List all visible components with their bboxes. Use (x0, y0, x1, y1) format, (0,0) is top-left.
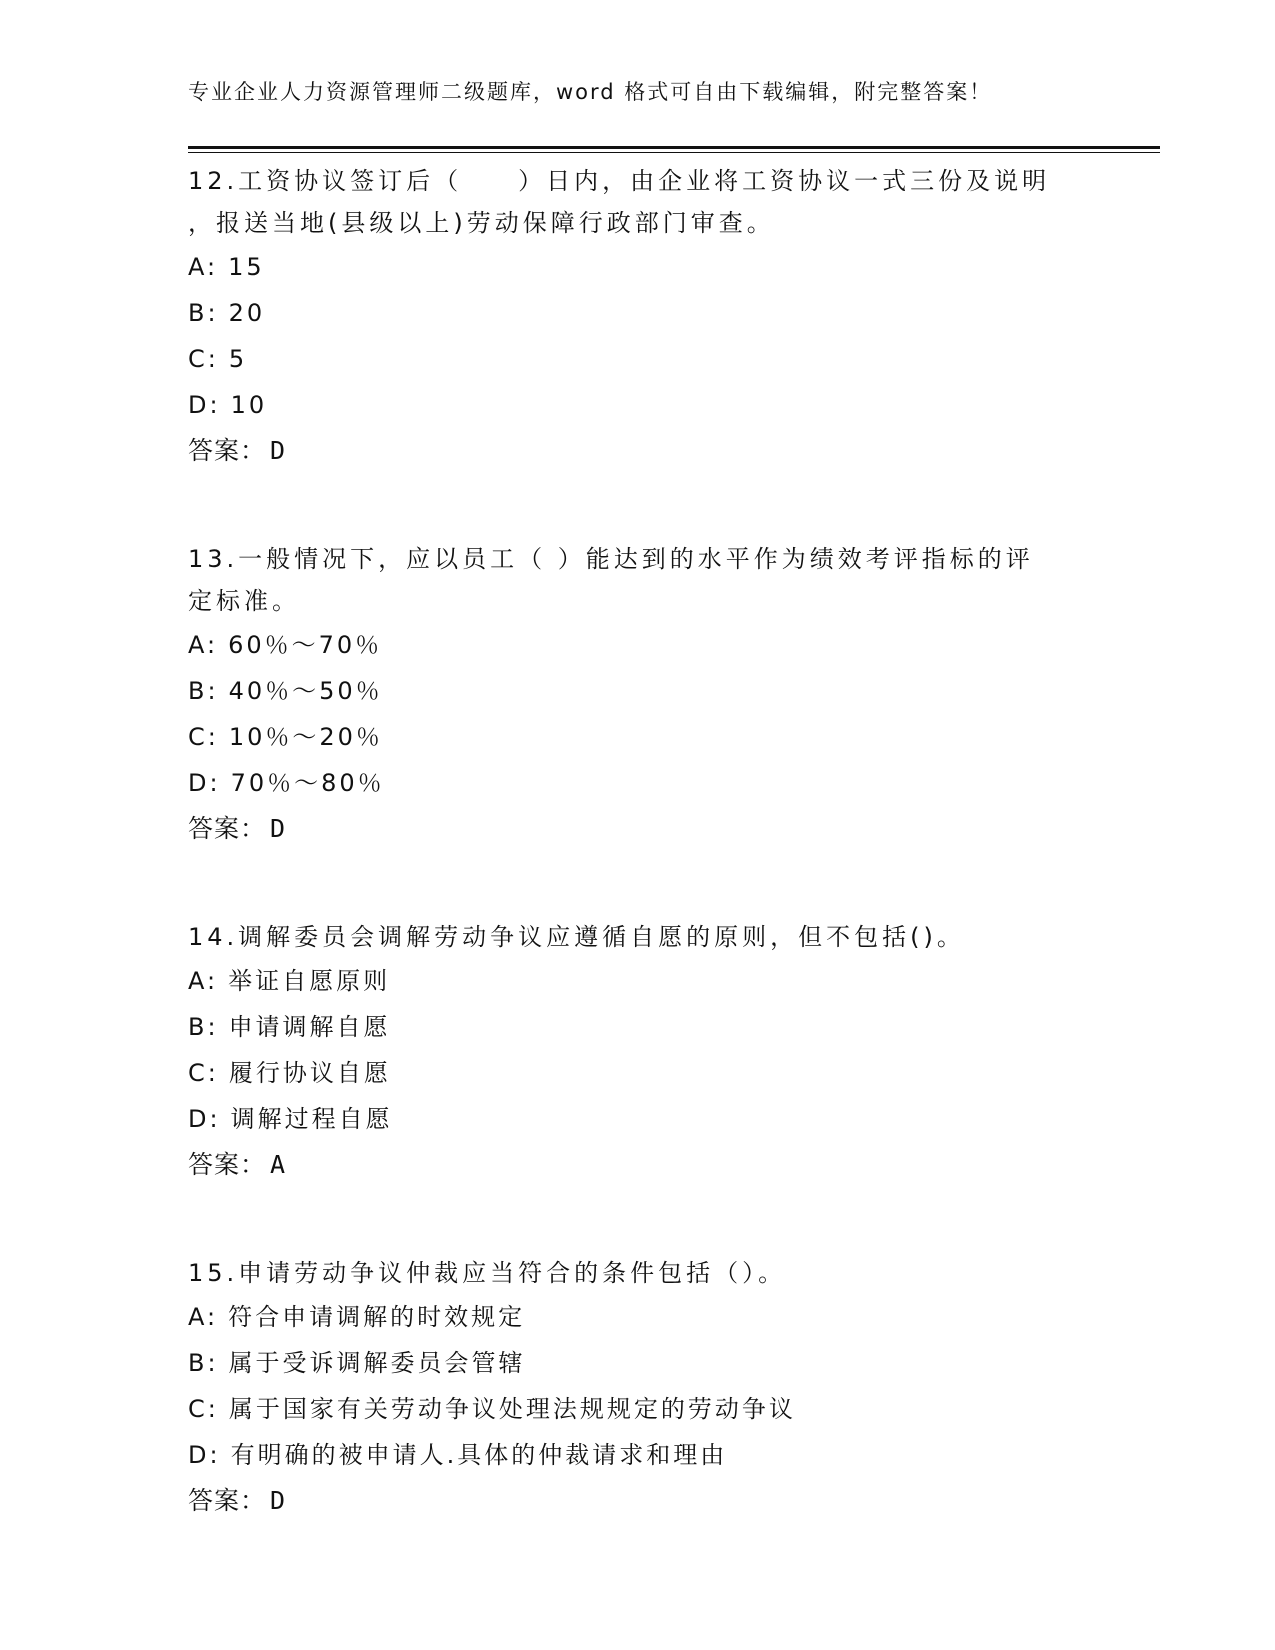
option-text: 10 (230, 391, 268, 419)
option-a (188, 1294, 1088, 1340)
option-label: B: (188, 677, 219, 705)
option-label: C: (188, 1395, 219, 1423)
option-text: 40％～50％ (228, 677, 383, 705)
option-label: A: (188, 1303, 219, 1331)
option-label: C: (188, 1059, 219, 1087)
option-text: 60％～70％ (228, 631, 383, 659)
header-rule-thick (188, 146, 1160, 149)
question-stem-line: 13.一般情况下，应以员工（ ）能达到的水平作为绩效考评指标的评 (188, 545, 1034, 573)
question-15 (188, 1252, 1088, 1524)
option-b (188, 1004, 1088, 1050)
option-text: 申请调解自愿 (228, 1013, 391, 1041)
option-text: 5 (228, 345, 248, 373)
option-label: D: (188, 1105, 221, 1133)
option-text: 20 (228, 299, 266, 327)
option-text: 举证自愿原则 (228, 967, 391, 995)
page-header: 专业企业人力资源管理师二级题库，word 格式可自由下载编辑，附完整答案！ (188, 80, 993, 104)
answer-line (188, 1478, 1088, 1524)
option-c (188, 1386, 1088, 1432)
answer-label: 答案： (188, 1486, 267, 1515)
answer-value: D (270, 1486, 286, 1515)
option-d (188, 760, 1088, 806)
option-d (188, 382, 1088, 428)
option-text: 履行协议自愿 (228, 1059, 391, 1087)
question-12 (188, 160, 1088, 474)
option-label: D: (188, 391, 221, 419)
option-c (188, 1050, 1088, 1096)
option-label: A: (188, 631, 219, 659)
question-stem-line: 定标准。 (188, 587, 300, 615)
option-text: 属于国家有关劳动争议处理法规规定的劳动争议 (228, 1395, 796, 1423)
option-a (188, 244, 1088, 290)
option-b (188, 668, 1088, 714)
answer-line (188, 1142, 1088, 1188)
option-a (188, 622, 1088, 668)
option-text: 15 (228, 253, 265, 281)
option-label: C: (188, 345, 219, 373)
option-text: 70％～80％ (230, 769, 385, 797)
question-13 (188, 538, 1088, 852)
question-stem-line: 12.工资协议签订后（ ）日内，由企业将工资协议一式三份及说明 (188, 167, 1051, 195)
option-label: B: (188, 299, 219, 327)
answer-label: 答案： (188, 814, 267, 843)
option-label: C: (188, 723, 219, 751)
question-list (188, 160, 1088, 1524)
answer-line (188, 428, 1088, 474)
option-text: 10％～20％ (228, 723, 383, 751)
option-text: 调解过程自愿 (230, 1105, 393, 1133)
question-gap (188, 1188, 1088, 1252)
option-b (188, 1340, 1088, 1386)
option-label: A: (188, 967, 219, 995)
question-stem-line: 14.调解委员会调解劳动争议应遵循自愿的原则，但不包括()。 (188, 923, 965, 951)
answer-label: 答案： (188, 1150, 267, 1179)
option-a (188, 958, 1088, 1004)
option-label: A: (188, 253, 219, 281)
question-stem-line: 15.申请劳动争议仲裁应当符合的条件包括（）。 (188, 1259, 787, 1287)
option-b (188, 290, 1088, 336)
option-text: 属于受诉调解委员会管辖 (228, 1349, 526, 1377)
option-label: D: (188, 1441, 221, 1469)
question-gap (188, 852, 1088, 916)
question-14 (188, 916, 1088, 1188)
answer-label: 答案： (188, 436, 267, 465)
answer-value: D (270, 436, 286, 465)
option-label: B: (188, 1013, 219, 1041)
answer-line (188, 806, 1088, 852)
answer-value: D (270, 814, 286, 843)
header-rule-thin (188, 152, 1160, 153)
answer-value: A (270, 1150, 286, 1179)
option-c (188, 336, 1088, 382)
option-text: 符合申请调解的时效规定 (228, 1303, 526, 1331)
option-label: D: (188, 769, 221, 797)
option-d (188, 1432, 1088, 1478)
option-label: B: (188, 1349, 219, 1377)
question-gap (188, 474, 1088, 538)
option-c (188, 714, 1088, 760)
question-stem-line: ，报送当地(县级以上)劳动保障行政部门审查。 (188, 209, 775, 237)
option-d (188, 1096, 1088, 1142)
option-text: 有明确的被申请人.具体的仲裁请求和理由 (230, 1441, 728, 1469)
